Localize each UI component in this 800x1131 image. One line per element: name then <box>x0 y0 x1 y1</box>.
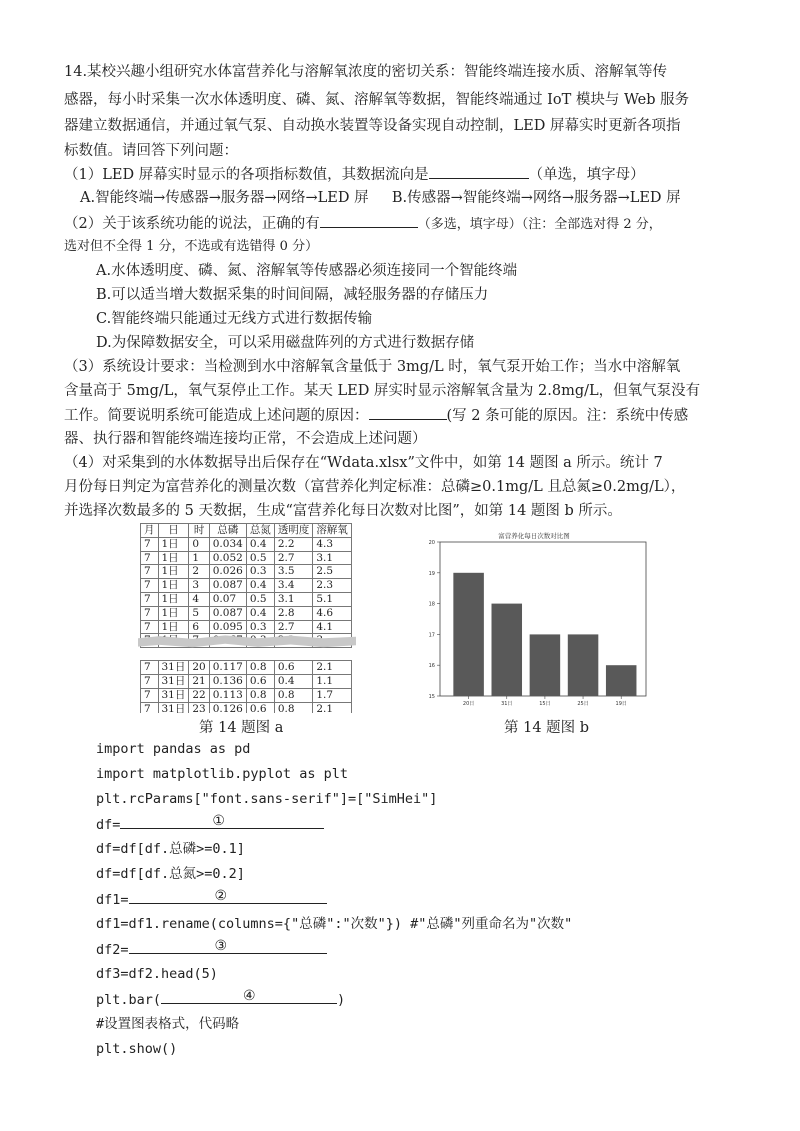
table-cell: 5 <box>189 606 209 620</box>
table-row <box>141 606 352 620</box>
code-blank-1[interactable] <box>120 814 324 829</box>
table-row <box>141 661 352 675</box>
q1-option-a: A.智能终端→传感器→服务器→网络→LED 屏 <box>80 190 369 206</box>
table-cell: 0 <box>189 537 209 551</box>
bar-chart <box>418 528 650 710</box>
y-tick-label: 15 <box>428 694 435 700</box>
table-cell: 3.1 <box>313 551 352 565</box>
bar-15日 <box>530 634 561 696</box>
q1-option-b: B.传感器→智能终端→网络→服务器→LED 屏 <box>391 190 681 206</box>
table-cell: 0.4 <box>274 674 313 688</box>
q2-stem <box>64 213 662 235</box>
table-cell: 5.1 <box>313 592 352 606</box>
q2-option-d: D.为保障数据安全，可以采用磁盘阵列的方式进行数据存储 <box>96 335 475 351</box>
intro-line-2: 感器，每小时采集一次水体透明度、磷、氮、溶解氧等数据，智能终端通过 IoT 模块与 Web 服务 <box>64 92 690 108</box>
q2-stem-before: （2）关于该系统功能的说法，正确的有 <box>64 216 320 232</box>
table-header-row <box>141 524 352 538</box>
q2-option-c: C.智能终端只能通过无线方式进行数据传输 <box>96 311 373 327</box>
blank-number-3: ③ <box>214 938 228 954</box>
table-cell: 7 <box>141 661 159 675</box>
code-line-rcparams: plt.rcParams["font.sans-serif"]=["SimHei"] <box>96 791 438 807</box>
code-bar-prefix: plt.bar( <box>96 992 162 1008</box>
table-cell: 1.1 <box>313 674 352 688</box>
table-cell: 3.4 <box>274 579 313 593</box>
table-body-top <box>141 537 352 647</box>
bar-19日 <box>606 665 637 696</box>
table-cell: 1日 <box>158 606 189 620</box>
q1-options <box>80 188 681 208</box>
table-cell: 7 <box>141 565 159 579</box>
table-cell: 2.7 <box>274 620 313 634</box>
q2-option-a: A.水体透明度、磷、氮、溶解氧等传感器必须连接同一个智能终端 <box>96 263 518 279</box>
table-row <box>141 579 352 593</box>
table-cell: 0.5 <box>246 592 274 606</box>
table-cell: 31日 <box>158 702 189 713</box>
table-cell: 7 <box>141 537 159 551</box>
table-row <box>141 592 352 606</box>
code-line-import-plt: import matplotlib.pyplot as plt <box>96 766 348 782</box>
table-cell: 1日 <box>158 592 189 606</box>
table-cell: 1日 <box>158 537 189 551</box>
table-cell: 0.126 <box>209 702 246 713</box>
table-cell: 2.1 <box>313 661 352 675</box>
intro-line-3: 器建立数据通信，并通过氧气泵、自动换水装置等设备实现自动控制，LED 屏幕实时更新各项指 <box>64 118 681 134</box>
table-cell: 2.5 <box>313 565 352 579</box>
table-cell: 0.8 <box>274 702 313 713</box>
code-line-bar <box>96 989 345 1010</box>
q3-line-4: 器、执行器和智能终端连接均正常，不会造成上述问题） <box>64 431 427 447</box>
code-df2-prefix: df2= <box>96 942 129 958</box>
table-row <box>141 620 352 634</box>
q4-line-1: （4）对采集到的水体数据导出后保存在“Wdata.xlsx”文件中，如第 14 题图 a 所示。统计 7 <box>64 455 663 471</box>
table-cell: 7 <box>141 592 159 606</box>
table-cell: 20 <box>189 661 209 675</box>
table-cell: 0.113 <box>209 688 246 702</box>
blank-number-1: ① <box>212 813 225 829</box>
table-row <box>141 537 352 551</box>
table-cell: 2.7 <box>274 551 313 565</box>
code-line-df <box>96 814 324 835</box>
figure-a-caption: 第 14 题图 a <box>199 720 284 736</box>
x-tick-label: 25日 <box>577 701 589 707</box>
table-cell: 4 <box>189 592 209 606</box>
table-cell: 23 <box>189 702 209 713</box>
code-line-rename: df1=df1.rename(columns={"总磷":"次数"}) #"总磷"列重命名为"次数" <box>96 916 573 932</box>
table-cell: 0.4 <box>246 579 274 593</box>
q1-answer-blank[interactable] <box>429 164 529 179</box>
blank-number-4: ④ <box>243 988 256 1004</box>
table-cell: 7 <box>141 688 159 702</box>
bar-20日 <box>453 573 484 696</box>
code-line-df1 <box>96 889 327 910</box>
code-line-filter-phosphorus: df=df[df.总磷>=0.1] <box>96 841 245 857</box>
q1-stem <box>64 164 645 185</box>
table-cell: 3.5 <box>274 565 313 579</box>
table-cell: 31日 <box>158 661 189 675</box>
code-line-import-pandas: import pandas as pd <box>96 741 251 757</box>
table-cell: 22 <box>189 688 209 702</box>
bar-25日 <box>568 634 599 696</box>
table-cell: 2.8 <box>274 606 313 620</box>
table-cell: 0.6 <box>246 674 274 688</box>
bar-31日 <box>492 604 523 696</box>
data-table <box>140 523 352 713</box>
table-cell: 31日 <box>158 674 189 688</box>
table-cell: 0.4 <box>246 606 274 620</box>
code-line-show: plt.show() <box>96 1041 178 1057</box>
code-blank-4[interactable] <box>161 989 337 1004</box>
table-cell: 0.3 <box>246 565 274 579</box>
table-cell: 1日 <box>158 551 189 565</box>
code-line-df2 <box>96 939 327 960</box>
q3-line-1: （3）系统设计要求：当检测到水中溶解氧含量低于 3mg/L 时，氧气泵开始工作；当水中溶解氧 <box>64 359 681 375</box>
q3-line-2: 含量高于 5mg/L，氧气泵停止工作。某天 LED 屏实时显示溶解氧含量为 2.8mg/L，但氧气泵没有 <box>64 383 701 399</box>
chart-title: 富营养化每日次数对比图 <box>498 532 570 540</box>
table-row <box>141 565 352 579</box>
table-row <box>141 702 352 713</box>
table-cell: 1日 <box>158 565 189 579</box>
table-cell: 7 <box>141 551 159 565</box>
table-cell: 0.4 <box>246 537 274 551</box>
table-cell: 0.087 <box>209 606 246 620</box>
table-cell: 0.8 <box>246 688 274 702</box>
table-cell: 1.7 <box>313 688 352 702</box>
table-cell: 0.117 <box>209 661 246 675</box>
table-cell: 3.1 <box>274 592 313 606</box>
q2-option-b: B.可以适当增大数据采集的时间间隔，减轻服务器的存储压力 <box>96 287 489 303</box>
table-cell: 0.034 <box>209 537 246 551</box>
q2-answer-blank[interactable] <box>320 213 418 228</box>
table-header: 总氮 <box>246 524 274 538</box>
y-tick-label: 16 <box>428 663 435 670</box>
table-cell: 0.8 <box>274 688 313 702</box>
q2-stem-after: （多选，填字母）（注：全部选对得 2 分， <box>417 217 662 232</box>
intro-line-1: 14.某校兴趣小组研究水体富营养化与溶解氧浓度的密切关系：智能终端连接水质、溶解氧等传 <box>64 64 668 80</box>
table-cell: 0.026 <box>209 565 246 579</box>
table-cell: 0.052 <box>209 551 246 565</box>
blank-number-2: ② <box>214 888 228 904</box>
q3-line-3-before: 工作。简要说明系统可能造成上述问题的原因： <box>64 408 369 424</box>
table-cell: 7 <box>141 606 159 620</box>
table-cell: 7 <box>141 674 159 688</box>
code-line-comment: #设置图表格式，代码略 <box>96 1016 240 1032</box>
table-gap <box>141 648 352 661</box>
intro-line-4: 标数值。请回答下列问题： <box>64 143 238 159</box>
table-cell: 1日 <box>158 579 189 593</box>
y-tick-label: 20 <box>428 540 435 546</box>
y-tick-label: 17 <box>428 632 435 639</box>
table-header: 月 <box>141 524 159 538</box>
data-table-figure <box>140 523 352 713</box>
x-tick-label: 19日 <box>615 701 627 707</box>
code-df1-prefix: df1= <box>96 892 129 908</box>
table-cell: 7 <box>141 702 159 713</box>
table-cell: 6 <box>189 620 209 634</box>
table-row <box>141 551 352 565</box>
table-cell: 0.095 <box>209 620 246 634</box>
table-cell: 31日 <box>158 688 189 702</box>
q3-line-3-after: (写 2 条可能的原因。注：系统中传感 <box>446 408 689 424</box>
code-blank-3[interactable] <box>129 939 327 954</box>
table-row <box>141 688 352 702</box>
table-header: 时 <box>189 524 209 538</box>
table-cell: 21 <box>189 674 209 688</box>
code-line-head: df3=df2.head(5) <box>96 966 218 982</box>
table-cell: 4.3 <box>313 537 352 551</box>
table-body-bottom <box>141 661 352 713</box>
table-cell: 0.5 <box>246 551 274 565</box>
q4-line-2: 月份每日判定为富营养化的测量次数（富营养化判定标准：总磷≥0.1mg/L 且总氮≥0.2mg/L）， <box>64 479 686 495</box>
q4-line-3: 并选择次数最多的 5 天数据，生成“富营养化每日次数对比图”，如第 14 题图 b 所示。 <box>64 503 622 519</box>
table-cell: 2 <box>189 565 209 579</box>
q3-answer-blank[interactable] <box>369 405 447 420</box>
table-cell: 1日 <box>158 620 189 634</box>
table-header: 日 <box>158 524 189 538</box>
x-tick-label: 20日 <box>462 701 475 707</box>
y-tick-label: 18 <box>428 601 435 608</box>
x-tick-label: 15日 <box>539 701 551 707</box>
table-header: 溶解氧 <box>313 524 352 538</box>
table-cell: 0.6 <box>246 702 274 713</box>
table-cell: 7 <box>141 579 159 593</box>
table-cell: 0.136 <box>209 674 246 688</box>
x-tick-label: 31日 <box>501 701 513 707</box>
table-cell: 0.6 <box>274 661 313 675</box>
code-line-filter-nitrogen: df=df[df.总氮>=0.2] <box>96 866 245 882</box>
y-tick-label: 19 <box>428 570 435 577</box>
table-cell: 0.8 <box>246 661 274 675</box>
table-cell: 2.2 <box>274 537 313 551</box>
table-cell: 2.1 <box>313 702 352 713</box>
code-bar-suffix: ) <box>337 992 346 1008</box>
table-cell: 1 <box>189 551 209 565</box>
code-blank-2[interactable] <box>129 889 327 904</box>
table-header: 透明度 <box>274 524 313 538</box>
table-cell: 2.3 <box>313 579 352 593</box>
table-cell: 4.6 <box>313 606 352 620</box>
table-cell: 0.07 <box>209 592 246 606</box>
q2-stem-line-2: 选对但不全得 1 分，不选或有选错得 0 分） <box>64 239 319 254</box>
table-cell: 0.3 <box>246 620 274 634</box>
table-cell: 3 <box>189 579 209 593</box>
table-cell: 0.087 <box>209 579 246 593</box>
q1-stem-after: （单选，填字母） <box>528 167 645 183</box>
table-cell: 7 <box>141 620 159 634</box>
table-header: 总磷 <box>209 524 246 538</box>
table-cell: 4.1 <box>313 620 352 634</box>
code-df-prefix: df= <box>96 817 121 833</box>
figure-b-caption: 第 14 题图 b <box>504 720 590 736</box>
q3-line-3 <box>64 405 688 426</box>
q1-stem-before: （1）LED 屏幕实时显示的各项指标数值，其数据流向是 <box>64 167 429 183</box>
table-row <box>141 674 352 688</box>
